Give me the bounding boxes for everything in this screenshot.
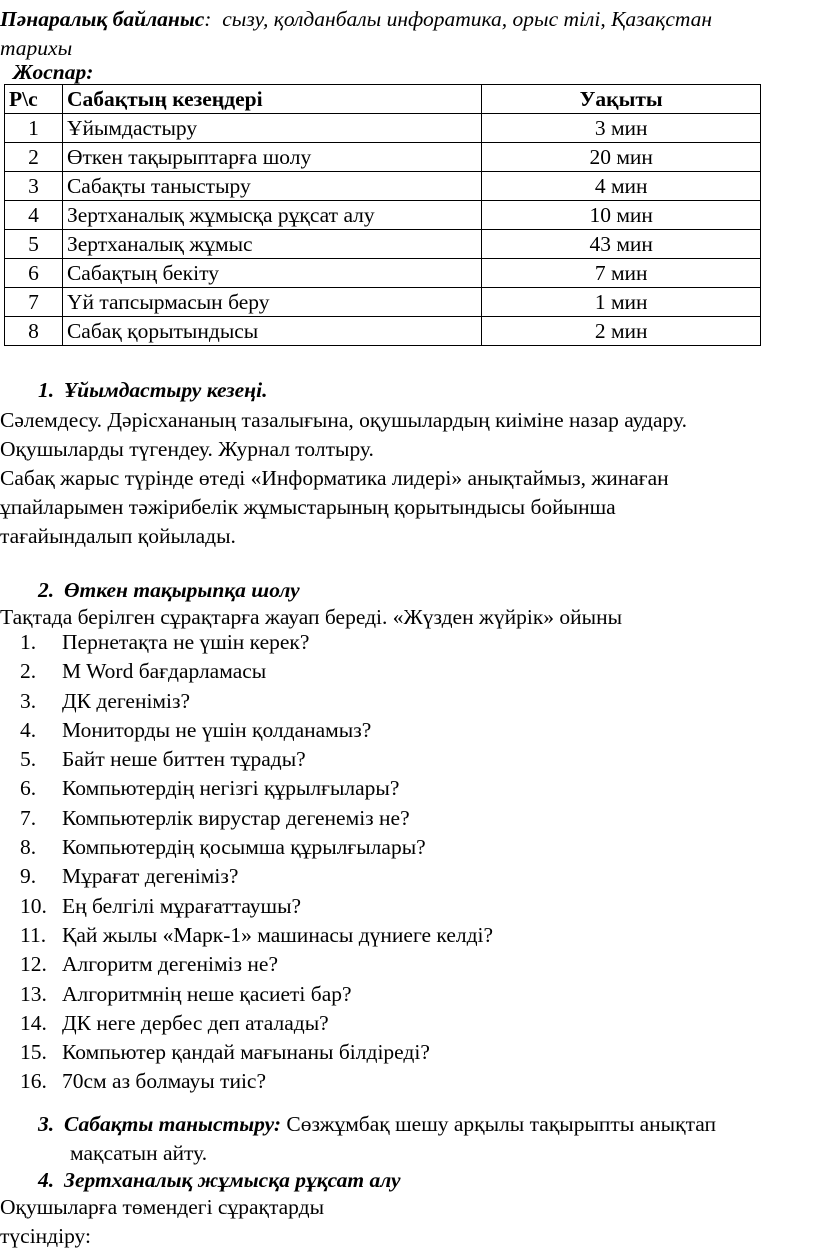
row-stage: Сабақты таныстыру (62, 172, 481, 201)
item-text: Компьютерлік вирустар дегенеміз не? (62, 805, 410, 830)
row-number: 6 (5, 259, 63, 288)
row-number: 7 (5, 288, 63, 317)
list-item (20, 774, 493, 803)
paragraph-line: ұпайларымен тәжірибелік жұмыстарының қорытындысы бойынша (0, 495, 616, 519)
item-number: 15. (20, 1040, 47, 1065)
list-item (20, 921, 493, 950)
item-text: Компьютер қандай мағынаны білдіреді? (62, 1040, 430, 1065)
item-number: 2. (20, 659, 37, 684)
paragraph-line: тағайындалып қойылады. (0, 524, 236, 548)
item-number: 4. (20, 717, 37, 742)
list-item (20, 657, 493, 686)
item-text: Байт неше биттен тұрады? (62, 747, 306, 772)
list-item (20, 687, 493, 716)
row-stage: Зертханалық жұмысқа рұқсат алу (62, 201, 481, 230)
table-row (5, 143, 761, 172)
table-row (5, 317, 761, 346)
row-number: 3 (5, 172, 63, 201)
item-text: ДК неге дербес деп аталады? (62, 1010, 329, 1035)
plan-label: Жоспар: (13, 60, 94, 84)
item-text: Ең белгілі мұрағаттаушы? (62, 893, 302, 918)
table-row (5, 259, 761, 288)
section-1-heading (38, 376, 267, 406)
item-number: 12. (20, 952, 47, 977)
section-4-heading (38, 1166, 401, 1196)
row-stage: Ұйымдастыру (62, 114, 481, 143)
item-number: 3. (20, 688, 37, 713)
row-stage: Өткен тақырыптарға шолу (62, 143, 481, 172)
section-1-number: 1. (38, 378, 55, 402)
row-number: 5 (5, 230, 63, 259)
table-row (5, 288, 761, 317)
list-item (20, 804, 493, 833)
section-4-number: 4. (38, 1168, 55, 1192)
row-time: 3 мин (482, 114, 761, 143)
paragraph-line: Сәлемдесу. Дәрісхананың тазалығына, оқушылардың киіміне назар аудару. (0, 408, 687, 432)
section-2-title: Өткен тақырыпқа шолу (64, 578, 300, 602)
header-time: Уақыты (482, 85, 761, 114)
paragraph-line: Сабақ жарыс түрінде өтеді «Информатика лидері» анықтаймыз, жинаған (0, 466, 669, 490)
row-stage: Үй тапсырмасын беру (62, 288, 481, 317)
list-item (20, 833, 493, 862)
item-number: 9. (20, 864, 37, 889)
section-3-number: 3. (38, 1112, 55, 1136)
item-text: Алгоритмнің неше қасиеті бар? (62, 981, 352, 1006)
item-number: 13. (20, 981, 47, 1006)
list-item (20, 892, 493, 921)
section-2-intro: Тақтада берілген сұрақтарға жауап береді. «Жүзден жүйрік» ойыны (0, 605, 623, 629)
table-row (5, 172, 761, 201)
section-3-text: Сөзжұмбақ шешу арқылы тақырыпты анықтап (286, 1112, 716, 1136)
list-item (20, 1009, 493, 1038)
item-number: 7. (20, 805, 37, 830)
item-number: 16. (20, 1069, 47, 1094)
item-number: 14. (20, 1010, 47, 1035)
item-text: 70см аз болмауы тиіс? (62, 1069, 267, 1094)
link-colon: : (204, 7, 212, 31)
row-time: 10 мин (482, 201, 761, 230)
section-3-text-continued: мақсатын айту. (70, 1141, 208, 1165)
list-item (20, 862, 493, 891)
list-item (20, 1067, 493, 1096)
header-number: Р\с (5, 85, 63, 114)
section-3-line (38, 1110, 716, 1140)
row-number: 1 (5, 114, 63, 143)
row-number: 8 (5, 317, 63, 346)
list-item (20, 716, 493, 745)
item-number: 6. (20, 776, 37, 801)
item-number: 1. (20, 630, 37, 654)
section-2-number: 2. (38, 578, 55, 602)
table-row (5, 230, 761, 259)
item-number: 5. (20, 747, 37, 772)
paragraph-line: Оқушыларға төмендегі сұрақтарды (0, 1195, 325, 1219)
item-text: Пернетақта не үшін керек? (62, 630, 310, 654)
paragraph-line: түсіндіру: (0, 1224, 91, 1248)
item-text: Мұрағат дегеніміз? (62, 864, 239, 889)
plan-table (4, 84, 761, 346)
table-row (5, 201, 761, 230)
section-4-title: Зертханалық жұмысқа рұқсат алу (64, 1168, 401, 1192)
row-stage: Зертханалық жұмыс (62, 230, 481, 259)
row-stage: Сабақ қорытындысы (62, 317, 481, 346)
row-time: 43 мин (482, 230, 761, 259)
link-text-continued: тарихы (0, 36, 73, 60)
row-time: 20 мин (482, 143, 761, 172)
section-3-title: Сабақты таныстыру: (64, 1112, 282, 1136)
item-text: Компьютердің негізгі құрылғылары? (62, 776, 400, 801)
item-text: Компьютердің қосымша құрылғылары? (62, 835, 426, 860)
list-item (20, 980, 493, 1009)
list-item (20, 745, 493, 774)
interdisciplinary-link-line (0, 5, 712, 35)
table-header-row (5, 85, 761, 114)
row-number: 2 (5, 143, 63, 172)
list-item (20, 950, 493, 979)
row-time: 7 мин (482, 259, 761, 288)
link-label: Пәнаралық байланыс (0, 7, 205, 31)
item-number: 8. (20, 835, 37, 860)
link-text: сызу, қолданбалы инфоратика, орыс тілі, Қазақстан (222, 7, 713, 31)
paragraph-line: Оқушыларды түгендеу. Журнал толтыру. (0, 437, 374, 461)
list-item (20, 1038, 493, 1067)
header-stage: Сабақтың кезеңдері (62, 85, 481, 114)
item-number: 11. (20, 922, 47, 947)
item-text: ДК дегеніміз? (62, 688, 191, 713)
row-time: 1 мин (482, 288, 761, 317)
section-2-heading (38, 576, 300, 606)
list-item (20, 628, 493, 657)
item-text: M Word бағдарламасы (62, 659, 267, 684)
row-time: 4 мин (482, 172, 761, 201)
row-time: 2 мин (482, 317, 761, 346)
row-number: 4 (5, 201, 63, 230)
item-number: 10. (20, 893, 47, 918)
item-text: Алгоритм дегеніміз не? (62, 952, 278, 977)
question-list (20, 628, 493, 1097)
table-row (5, 114, 761, 143)
item-text: Қай жылы «Марк-1» машинасы дүниеге келді? (62, 922, 494, 947)
section-1-title: Ұйымдастыру кезеңі. (64, 378, 268, 402)
item-text: Мониторды не үшін қолданамыз? (62, 717, 372, 742)
row-stage: Сабақтың бекіту (62, 259, 481, 288)
